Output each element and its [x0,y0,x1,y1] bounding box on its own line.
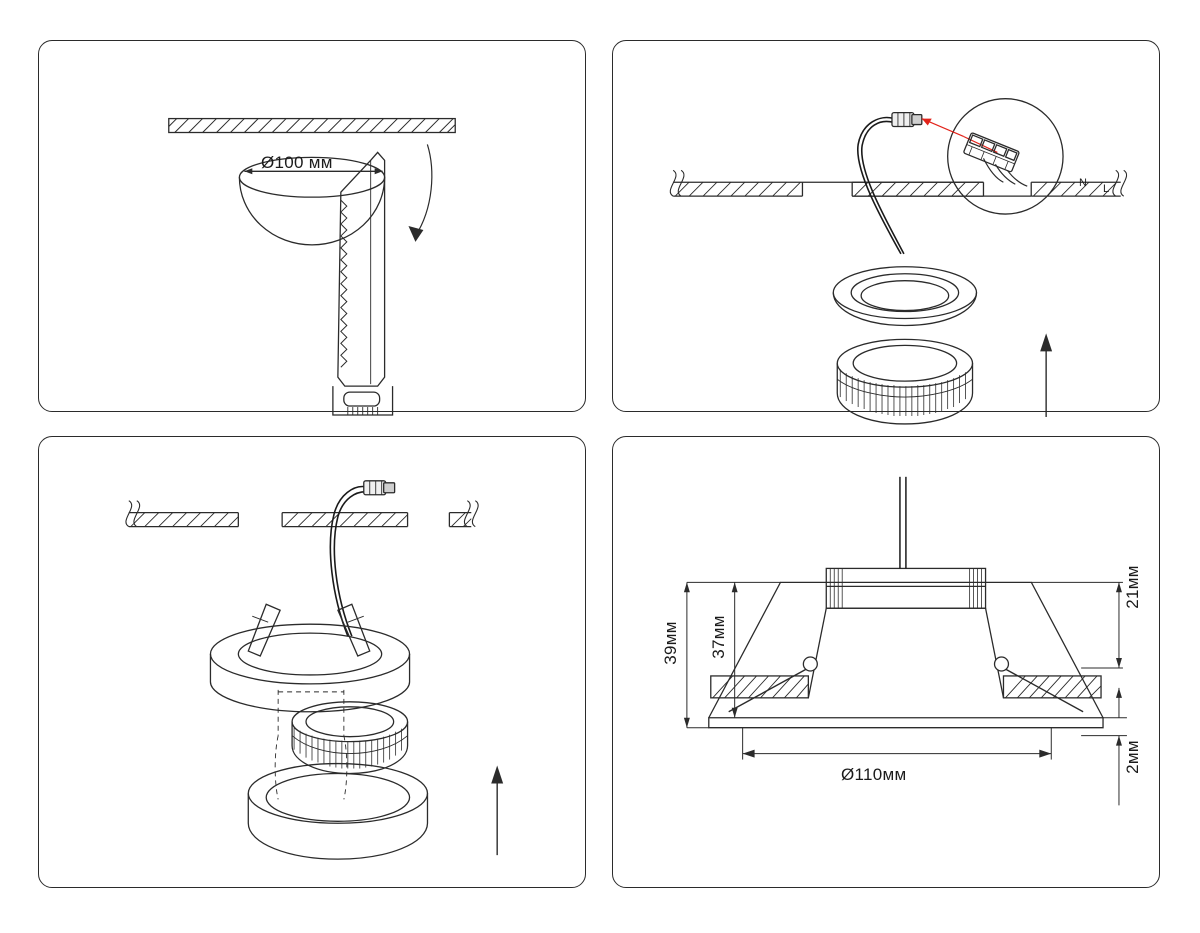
push-up-arrow [1040,333,1052,417]
step-2-drawing [613,41,1159,411]
dim-recess-depth: 37мм [709,615,728,659]
led-module [837,339,972,424]
power-cable [330,487,367,637]
panel-step-4 [612,436,1160,888]
ceiling-hatch [169,119,455,133]
dim-total-height: 39мм [661,621,680,665]
mounting-springs [248,604,369,656]
led-module [292,702,407,774]
step-4-drawing [613,437,1159,887]
dim-hole-diameter: Ø100 мм [261,153,333,172]
fixture-ring [210,624,409,712]
fixture-section [709,477,1103,728]
panel-step-3 [38,436,586,888]
panel-step-2 [612,40,1160,412]
connector-plug [364,481,395,495]
push-up-arrow [491,766,503,856]
terminal-marking-n: N [1079,177,1088,189]
step-1-drawing [39,41,585,411]
step-3-drawing [39,437,585,887]
dim-outer-diameter: Ø110мм [841,765,907,784]
ceiling-section-hatch [126,501,478,527]
ceiling-section-hatch [670,170,1126,196]
terminal-marking-l: L [1103,183,1110,195]
arrow-into-hole [408,144,431,241]
outer-ring [248,764,427,860]
dim-body-height: 21мм [1123,565,1142,609]
panel-step-1 [38,40,586,412]
dim-trim-thickness: 2мм [1123,740,1142,774]
connector-plug [892,113,922,127]
light-body [833,267,976,326]
